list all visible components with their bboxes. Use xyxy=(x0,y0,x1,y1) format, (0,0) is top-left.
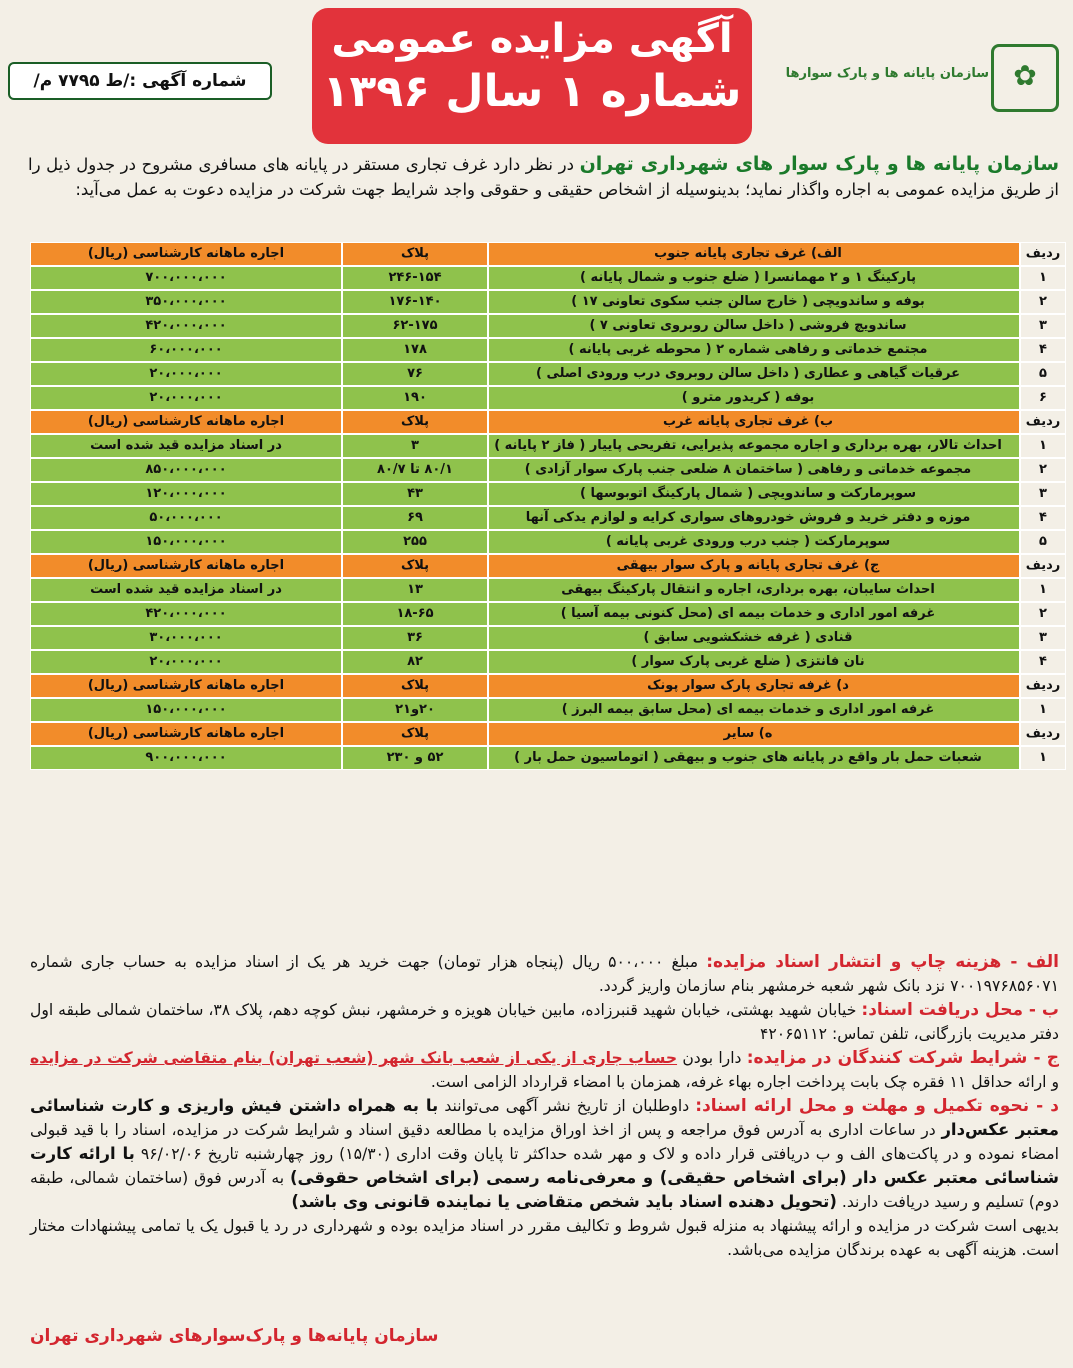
cell-idx: ۲ xyxy=(1020,290,1066,314)
cell-plak: پلاک xyxy=(342,242,488,266)
table-row xyxy=(30,746,1066,770)
cell-plak: ۶۹ xyxy=(342,506,488,530)
cell-idx: ۱ xyxy=(1020,434,1066,458)
table-row xyxy=(30,338,1066,362)
condition-b-label: ب - محل دریافت اسناد: xyxy=(861,1000,1059,1020)
cell-idx: ۴ xyxy=(1020,506,1066,530)
condition-c-text2: و ارائه حداقل ۱۱ فقره چک بابت پرداخت اجاره بهاء غرفه، همزمان با امضاء قرارداد الزامی است. xyxy=(430,1073,1059,1091)
condition-a-label: الف - هزینه چاپ و انتشار اسناد مزایده: xyxy=(706,952,1059,972)
cell-idx: ۱ xyxy=(1020,578,1066,602)
condition-d-bold3: (تحویل دهنده اسناد باید شخص متقاضی یا نماینده قانونی وی باشد) xyxy=(291,1192,837,1211)
cell-desc: غرفه امور اداری و خدمات بیمه ای (محل سابق بیمه البرز ) xyxy=(488,698,1020,722)
cell-rent: اجاره ماهانه کارشناسی (ریال) xyxy=(30,242,342,266)
cell-desc: مجتمع خدماتی و رفاهی شماره ۲ ( محوطه غربی پایانه ) xyxy=(488,338,1020,362)
cell-desc: غرفه امور اداری و خدمات بیمه ای (محل کنونی بیمه آسیا ) xyxy=(488,602,1020,626)
cell-rent: ۴۲۰،۰۰۰،۰۰۰ xyxy=(30,314,342,338)
cell-desc: ج) غرف تجاری پایانه و پارک سوار بیهقی xyxy=(488,554,1020,578)
cell-desc: پارکینگ ۱ و ۲ مهمانسرا ( ضلع جنوب و شمال پایانه ) xyxy=(488,266,1020,290)
signature: سازمان پایانه‌ها و پارک‌سوارهای شهرداری تهران xyxy=(30,1326,439,1346)
cell-desc: بوفه ( کریدور مترو ) xyxy=(488,386,1020,410)
table-row xyxy=(30,362,1066,386)
cell-idx: ۵ xyxy=(1020,362,1066,386)
cell-desc: ب) غرف تجاری پایانه غرب xyxy=(488,410,1020,434)
condition-c-text1: دارا بودن xyxy=(682,1049,742,1067)
condition-d-text2: در ساعات اداری به آدرس فوق مراجعه و پس از اخذ اوراق مزایده با مطالعه دقیق اسناد و شرایط شرکت در مزایده، اسناد را با قید قبولی امضاء نموده و در پاکت‌های الف و ب دریافتی قرار داده و لاک و مهر شده حداکثر تا پایان وقت اداری (۱۵/۳۰) روز چهارشنبه تاریخ ۹۶/۰۲/۰۶ xyxy=(30,1121,1059,1163)
table-row xyxy=(30,434,1066,458)
org-logo-text: سازمان پایانه ها و پارک سوارها xyxy=(785,66,989,81)
cell-idx: ۳ xyxy=(1020,314,1066,338)
table-row xyxy=(30,698,1066,722)
table-row xyxy=(30,578,1066,602)
cell-rent: ۵۰،۰۰۰،۰۰۰ xyxy=(30,506,342,530)
cell-rent: ۱۵۰،۰۰۰،۰۰۰ xyxy=(30,698,342,722)
cell-plak: ۱۹۰ xyxy=(342,386,488,410)
cell-idx: ۴ xyxy=(1020,650,1066,674)
header xyxy=(0,0,1073,150)
cell-rent: ۲۰،۰۰۰،۰۰۰ xyxy=(30,386,342,410)
auction-table xyxy=(30,242,1066,770)
table-row xyxy=(30,458,1066,482)
condition-d-text3: به آدرس فوق (ساختمان شمالی، طبقه دوم) تسلیم و رسید دریافت دارند. xyxy=(30,1169,1059,1211)
table-section-header xyxy=(30,410,1066,434)
table-row xyxy=(30,314,1066,338)
intro-text: در نظر دارد غرف تجاری مستقر در پایانه های مسافری مشروح در جدول ذیل را از طریق مزایده عمومی به اجاره واگذار نماید؛ بدینوسیله از اشخاص حقیقی و حقوقی واجد شرایط جهت شرکت در مزایده دعوت به عمل می‌آید: xyxy=(28,155,1059,199)
cell-rent: اجاره ماهانه کارشناسی (ریال) xyxy=(30,722,342,746)
cell-idx: ردیف xyxy=(1020,674,1066,698)
cell-plak: ۸۰/۱ تا ۸۰/۷ xyxy=(342,458,488,482)
cell-rent: در اسناد مزایده قید شده است xyxy=(30,434,342,458)
cell-desc: احداث تالار، بهره برداری و اجاره مجموعه پذیرایی، تفریحی پاییار ( فاز ۲ پایانه ) xyxy=(488,434,1020,458)
cell-plak: ۴۳ xyxy=(342,482,488,506)
condition-d-label: د - نحوه تکمیل و مهلت و محل ارائه اسناد: xyxy=(695,1096,1060,1116)
cell-rent: ۲۰،۰۰۰،۰۰۰ xyxy=(30,650,342,674)
cell-desc: سوپرمارکت و ساندویچی ( شمال پارکینگ اتوبوسها ) xyxy=(488,482,1020,506)
cell-plak: ۷۶ xyxy=(342,362,488,386)
cell-rent: ۷۰۰،۰۰۰،۰۰۰ xyxy=(30,266,342,290)
cell-rent: ۹۰۰،۰۰۰،۰۰۰ xyxy=(30,746,342,770)
cell-desc: ساندویچ فروشی ( داخل سالن روبروی تعاونی ۷ ) xyxy=(488,314,1020,338)
condition-a-text: مبلغ ۵۰۰،۰۰۰ ریال (پنجاه هزار تومان) جهت خرید هر یک از اسناد مزایده به حساب جاری شماره ۷۰۰۱۹۷۶۸۵۶۰۷۱ نزد بانک شهر شعبه خرمشهر بنام سازمان واریز گردد. xyxy=(30,953,1059,995)
table-section-header xyxy=(30,674,1066,698)
table-row xyxy=(30,530,1066,554)
cell-desc: قنادی ( غرفه خشکشویی سابق ) xyxy=(488,626,1020,650)
cell-plak: ۲۵۵ xyxy=(342,530,488,554)
title-line1: آگهی مزایده عمومی xyxy=(331,16,733,62)
cell-desc: احداث سایبان، بهره برداری، اجاره و انتقال پارکینگ بیهقی xyxy=(488,578,1020,602)
condition-c xyxy=(30,1046,1059,1094)
intro-paragraph xyxy=(28,152,1059,202)
cell-idx: ۱ xyxy=(1020,266,1066,290)
cell-rent: ۱۵۰،۰۰۰،۰۰۰ xyxy=(30,530,342,554)
cell-plak: ۳۶ xyxy=(342,626,488,650)
cell-idx: ۱ xyxy=(1020,698,1066,722)
title-box xyxy=(312,8,752,144)
table-row xyxy=(30,482,1066,506)
table-row xyxy=(30,602,1066,626)
municipality-logo-icon: ✿ xyxy=(991,44,1059,112)
cell-plak: پلاک xyxy=(342,410,488,434)
cell-plak: ۱۷۸ xyxy=(342,338,488,362)
cell-desc: الف) غرف تجاری پایانه جنوب xyxy=(488,242,1020,266)
cell-rent: ۴۲۰،۰۰۰،۰۰۰ xyxy=(30,602,342,626)
cell-rent: ۸۵۰،۰۰۰،۰۰۰ xyxy=(30,458,342,482)
cell-rent: اجاره ماهانه کارشناسی (ریال) xyxy=(30,674,342,698)
cell-plak: پلاک xyxy=(342,722,488,746)
condition-a xyxy=(30,950,1059,998)
cell-plak: ۶۲-۱۷۵ xyxy=(342,314,488,338)
table-section-header xyxy=(30,242,1066,266)
cell-idx: ردیف xyxy=(1020,722,1066,746)
cell-idx: ۳ xyxy=(1020,626,1066,650)
cell-idx: ردیف xyxy=(1020,242,1066,266)
cell-desc: سوپرمارکت ( جنب درب ورودی غربی پایانه ) xyxy=(488,530,1020,554)
table-row xyxy=(30,506,1066,530)
cell-rent: ۳۵۰،۰۰۰،۰۰۰ xyxy=(30,290,342,314)
closing-note: بدیهی است شرکت در مزایده و ارائه پیشنهاد به منزله قبول شروط و تکالیف مقرر در اسناد مزایده بوده و شهرداری در رد یا قبول یک یا تمامی پیشنهادات مختار است. هزینه آگهی به عهده برندگان مزایده می‌باشد. xyxy=(30,1217,1059,1259)
ad-number: شماره آگهی :/ط ۷۷۹۵ م/ xyxy=(8,62,272,100)
cell-plak: ۱۸-۶۵ xyxy=(342,602,488,626)
cell-plak: ۱۳ xyxy=(342,578,488,602)
cell-desc: مجموعه خدماتی و رفاهی ( ساختمان ۸ ضلعی جنب پارک سوار آزادی ) xyxy=(488,458,1020,482)
condition-d-text1: داوطلبان از تاریخ نشر آگهی می‌توانند xyxy=(444,1097,690,1115)
cell-rent: ۲۰،۰۰۰،۰۰۰ xyxy=(30,362,342,386)
cell-desc: بوفه و ساندویچی ( خارج سالن جنب سکوی تعاونی ۱۷ ) xyxy=(488,290,1020,314)
condition-b-text: خیابان شهید بهشتی، خیابان شهید قنبرزاده، مابین خیابان هویزه و خرمشهر، نبش کوچه دهم، پلاک ۳۸، ساختمان شمالی طبقه اول دفتر مدیریت بازرگانی، تلفن تماس: ۴۲۰۶۵۱۱۲ xyxy=(30,1001,1059,1043)
cell-idx: ۳ xyxy=(1020,482,1066,506)
cell-rent: در اسناد مزایده قید شده است xyxy=(30,578,342,602)
cell-idx: ۶ xyxy=(1020,386,1066,410)
cell-rent: اجاره ماهانه کارشناسی (ریال) xyxy=(30,554,342,578)
condition-b xyxy=(30,998,1059,1046)
cell-plak: پلاک xyxy=(342,554,488,578)
condition-c-highlight: حساب جاری از یکی از شعب بانک شهر (شعب تهران) بنام متقاضی شرکت در مزایده xyxy=(30,1049,678,1067)
cell-rent: اجاره ماهانه کارشناسی (ریال) xyxy=(30,410,342,434)
table-row xyxy=(30,290,1066,314)
cell-plak: ۵۲ و ۲۳۰ xyxy=(342,746,488,770)
cell-desc: موزه و دفتر خرید و فروش خودروهای سواری کرایه و لوازم یدکی آنها xyxy=(488,506,1020,530)
cell-idx: ۴ xyxy=(1020,338,1066,362)
cell-idx: ردیف xyxy=(1020,410,1066,434)
cell-plak: ۳ xyxy=(342,434,488,458)
table-row xyxy=(30,386,1066,410)
cell-plak: ۲۰و۲۱ xyxy=(342,698,488,722)
cell-plak: ۸۲ xyxy=(342,650,488,674)
intro-org-name: سازمان پایانه ها و پارک سوار های شهرداری تهران xyxy=(579,153,1060,175)
cell-rent: ۱۲۰،۰۰۰،۰۰۰ xyxy=(30,482,342,506)
cell-rent: ۶۰،۰۰۰،۰۰۰ xyxy=(30,338,342,362)
cell-plak: پلاک xyxy=(342,674,488,698)
cell-idx: ۵ xyxy=(1020,530,1066,554)
cell-plak: ۲۴۶-۱۵۴ xyxy=(342,266,488,290)
cell-desc: شعبات حمل بار واقع در پایانه های جنوب و بیهقی ( اتوماسیون حمل بار ) xyxy=(488,746,1020,770)
table-row xyxy=(30,650,1066,674)
conditions xyxy=(30,950,1059,1262)
cell-plak: ۱۷۶-۱۴۰ xyxy=(342,290,488,314)
cell-idx: ۲ xyxy=(1020,458,1066,482)
title-line2: شماره ۱ سال ۱۳۹۶ xyxy=(322,66,742,117)
table-row xyxy=(30,626,1066,650)
table-section-header xyxy=(30,722,1066,746)
cell-desc: نان فانتزی ( ضلع غربی پارک سوار ) xyxy=(488,650,1020,674)
table-row xyxy=(30,266,1066,290)
cell-desc: د) غرفه تجاری پارک سوار پونک xyxy=(488,674,1020,698)
condition-d-bold1: با به همراه داشتن فیش واریزی و کارت شناسائی معتبر عکس‌دار xyxy=(30,1096,1059,1139)
condition-d xyxy=(30,1094,1059,1214)
condition-d-bold2: با ارائه کارت شناسائی معتبر عکس دار (برای اشخاص حقیقی) و معرفی‌نامه رسمی (برای اشخاص حقوقی) xyxy=(30,1144,1059,1187)
condition-c-label: ج - شرایط شرکت کنندگان در مزایده: xyxy=(746,1048,1060,1068)
cell-idx: ردیف xyxy=(1020,554,1066,578)
cell-desc: عرقیات گیاهی و عطاری ( داخل سالن روبروی درب ورودی اصلی ) xyxy=(488,362,1020,386)
cell-rent: ۳۰،۰۰۰،۰۰۰ xyxy=(30,626,342,650)
cell-idx: ۲ xyxy=(1020,602,1066,626)
cell-idx: ۱ xyxy=(1020,746,1066,770)
cell-desc: ه) سایر xyxy=(488,722,1020,746)
table-section-header xyxy=(30,554,1066,578)
